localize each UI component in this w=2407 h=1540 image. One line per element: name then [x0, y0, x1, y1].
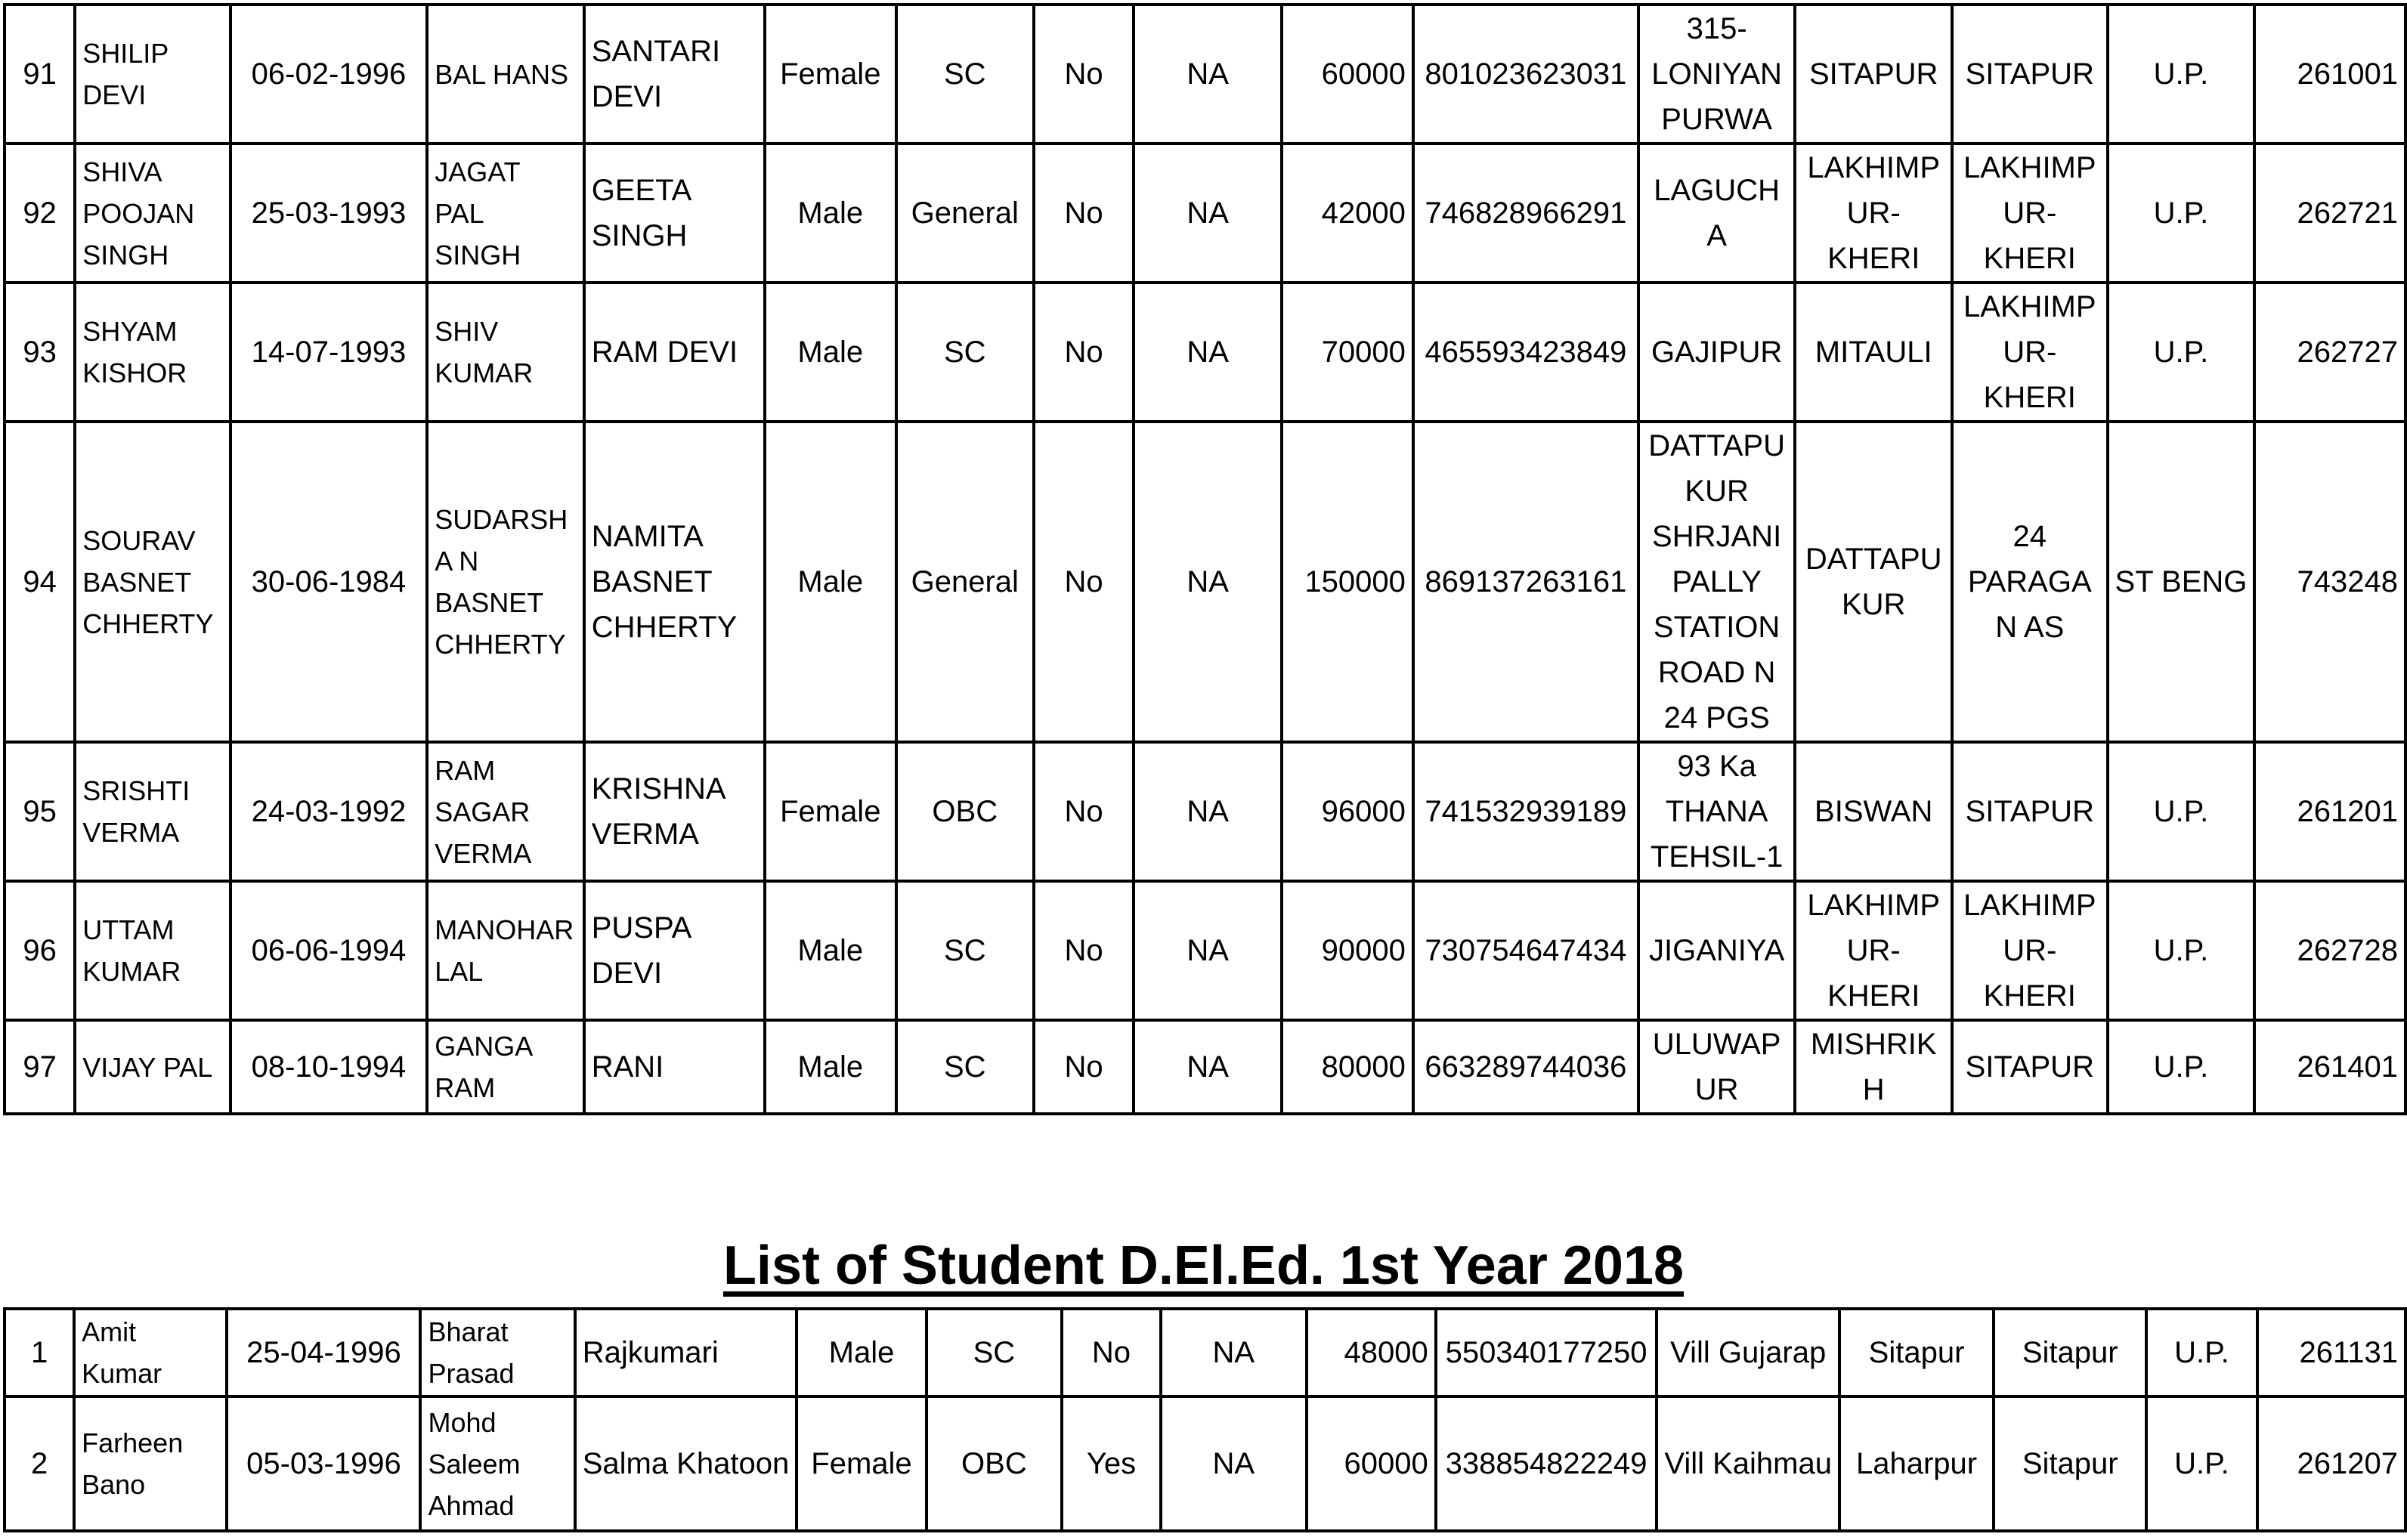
cell-state: U.P.	[2146, 1309, 2257, 1396]
cell-tehsil: BISWAN	[1795, 742, 1952, 881]
cell-na: NA	[1134, 1020, 1282, 1114]
cell-address: Vill Kaihmau	[1657, 1396, 1839, 1531]
cell-mother: SANTARI DEVI	[584, 5, 765, 144]
cell-category: SC	[896, 1020, 1034, 1114]
cell-father: GANGA RAM	[427, 1020, 583, 1114]
table-row	[5, 881, 2405, 1020]
cell-gender: Female	[765, 5, 896, 144]
cell-gender: Male	[765, 881, 896, 1020]
cell-district: SITAPUR	[1952, 742, 2108, 881]
cell-aadhaar: 550340177250	[1436, 1309, 1657, 1396]
cell-name: SOURAV BASNET CHHERTY	[75, 422, 230, 742]
cell-pin: 261131	[2257, 1309, 2405, 1396]
cell-father: Bharat Prasad	[420, 1309, 574, 1396]
cell-pin: 261401	[2254, 1020, 2405, 1114]
cell-flag: No	[1034, 422, 1134, 742]
cell-dob: 05-03-1996	[227, 1396, 420, 1531]
cell-district: 24 PARAGAN AS	[1952, 422, 2108, 742]
cell-sno: 91	[5, 5, 75, 144]
cell-pin: 261201	[2254, 742, 2405, 881]
cell-dob: 30-06-1984	[230, 422, 428, 742]
cell-address: 93 Ka THANA TEHSIL-1	[1638, 742, 1796, 881]
cell-address: Vill Gujarap	[1657, 1309, 1839, 1396]
cell-state: U.P.	[2146, 1396, 2257, 1531]
cell-address: JIGANIYA	[1638, 881, 1796, 1020]
cell-state: U.P.	[2108, 881, 2255, 1020]
cell-aadhaar: 869137263161	[1413, 422, 1638, 742]
cell-gender: Male	[765, 283, 896, 422]
cell-state: U.P.	[2108, 144, 2255, 283]
cell-category: General	[896, 422, 1034, 742]
cell-sno: 93	[5, 283, 75, 422]
cell-tehsil: DATTAPU KUR	[1795, 422, 1952, 742]
cell-aadhaar: 746828966291	[1413, 144, 1638, 283]
cell-district: LAKHIMP UR-KHERI	[1952, 881, 2108, 1020]
cell-gender: Female	[797, 1396, 927, 1531]
cell-mother: PUSPA DEVI	[584, 881, 765, 1020]
cell-gender: Male	[797, 1309, 927, 1396]
cell-address: ULUWAP UR	[1638, 1020, 1796, 1114]
cell-name: SRISHTI VERMA	[75, 742, 230, 881]
cell-flag: No	[1062, 1309, 1161, 1396]
cell-category: OBC	[927, 1396, 1062, 1531]
cell-category: SC	[896, 283, 1034, 422]
table-row	[5, 742, 2405, 881]
cell-mother: RANI	[584, 1020, 765, 1114]
cell-dob: 06-06-1994	[230, 881, 428, 1020]
cell-father: Mohd Saleem Ahmad	[420, 1396, 574, 1531]
cell-state: U.P.	[2108, 5, 2255, 144]
cell-tehsil: MISHRIKH	[1795, 1020, 1952, 1114]
cell-tehsil: MITAULI	[1795, 283, 1952, 422]
cell-father: SUDARSHA N BASNET CHHERTY	[427, 422, 583, 742]
cell-dob: 06-02-1996	[230, 5, 428, 144]
cell-name: SHYAM KISHOR	[75, 283, 230, 422]
cell-flag: Yes	[1062, 1396, 1161, 1531]
cell-district: Sitapur	[1994, 1396, 2146, 1531]
cell-name: Farheen Bano	[74, 1396, 227, 1531]
cell-name: UTTAM KUMAR	[75, 881, 230, 1020]
cell-sno: 2	[5, 1396, 74, 1531]
table-row	[5, 144, 2405, 283]
table-row	[5, 5, 2405, 144]
cell-sno: 1	[5, 1309, 74, 1396]
cell-dob: 25-03-1993	[230, 144, 428, 283]
cell-aadhaar: 741532939189	[1413, 742, 1638, 881]
cell-gender: Male	[765, 1020, 896, 1114]
cell-pin: 262728	[2254, 881, 2405, 1020]
cell-dob: 14-07-1993	[230, 283, 428, 422]
cell-district: SITAPUR	[1952, 1020, 2108, 1114]
cell-mother: NAMITA BASNET CHHERTY	[584, 422, 765, 742]
cell-mother: Rajkumari	[575, 1309, 797, 1396]
cell-tehsil: SITAPUR	[1795, 5, 1952, 144]
cell-pin: 262727	[2254, 283, 2405, 422]
cell-na: NA	[1134, 422, 1282, 742]
cell-aadhaar: 801023623031	[1413, 5, 1638, 144]
cell-na: NA	[1161, 1396, 1307, 1531]
cell-category: SC	[896, 5, 1034, 144]
cell-sno: 95	[5, 742, 75, 881]
cell-income: 60000	[1282, 5, 1413, 144]
cell-address: LAGUCHA	[1638, 144, 1796, 283]
cell-na: NA	[1161, 1309, 1307, 1396]
cell-mother: RAM DEVI	[584, 283, 765, 422]
cell-tehsil: Laharpur	[1839, 1396, 1994, 1531]
cell-state: U.P.	[2108, 1020, 2255, 1114]
cell-mother: GEETA SINGH	[584, 144, 765, 283]
cell-na: NA	[1134, 283, 1282, 422]
cell-name: SHILIP DEVI	[75, 5, 230, 144]
cell-income: 150000	[1282, 422, 1413, 742]
cell-na: NA	[1134, 5, 1282, 144]
cell-income: 60000	[1307, 1396, 1436, 1531]
cell-name: Amit Kumar	[74, 1309, 227, 1396]
table-row	[5, 1396, 2405, 1531]
cell-state: U.P.	[2108, 283, 2255, 422]
cell-pin: 262721	[2254, 144, 2405, 283]
cell-category: SC	[896, 881, 1034, 1020]
cell-father: BAL HANS	[427, 5, 583, 144]
table-row	[5, 1309, 2405, 1396]
student-table-2018	[3, 1307, 2407, 1532]
cell-category: OBC	[896, 742, 1034, 881]
cell-tehsil: LAKHIMP UR-KHERI	[1795, 881, 1952, 1020]
cell-category: General	[896, 144, 1034, 283]
cell-address: DATTAPU KUR SHRJANI PALLY STATION ROAD N 24 PGS	[1638, 422, 1796, 742]
table-row	[5, 422, 2405, 742]
cell-name: SHIVA POOJAN SINGH	[75, 144, 230, 283]
cell-sno: 97	[5, 1020, 75, 1114]
cell-father: JAGAT PAL SINGH	[427, 144, 583, 283]
cell-flag: No	[1034, 881, 1134, 1020]
cell-father: SHIV KUMAR	[427, 283, 583, 422]
cell-na: NA	[1134, 742, 1282, 881]
cell-flag: No	[1034, 283, 1134, 422]
table-row	[5, 1020, 2405, 1114]
cell-income: 90000	[1282, 881, 1413, 1020]
cell-income: 70000	[1282, 283, 1413, 422]
cell-district: SITAPUR	[1952, 5, 2108, 144]
cell-pin: 743248	[2254, 422, 2405, 742]
section-title: List of Student D.El.Ed. 1st Year 2018	[722, 1235, 1685, 1296]
cell-dob: 08-10-1994	[230, 1020, 428, 1114]
cell-aadhaar: 338854822249	[1436, 1396, 1657, 1531]
cell-income: 42000	[1282, 144, 1413, 283]
cell-sno: 96	[5, 881, 75, 1020]
cell-aadhaar: 465593423849	[1413, 283, 1638, 422]
cell-father: RAM SAGAR VERMA	[427, 742, 583, 881]
cell-sno: 94	[5, 422, 75, 742]
cell-district: LAKHIMP UR-KHERI	[1952, 283, 2108, 422]
cell-tehsil: Sitapur	[1839, 1309, 1994, 1396]
table-row	[5, 283, 2405, 422]
cell-district: Sitapur	[1994, 1309, 2146, 1396]
cell-father: MANOHAR LAL	[427, 881, 583, 1020]
cell-income: 48000	[1307, 1309, 1436, 1396]
cell-category: SC	[927, 1309, 1062, 1396]
cell-dob: 25-04-1996	[227, 1309, 420, 1396]
student-table-continued	[3, 3, 2407, 1115]
cell-income: 80000	[1282, 1020, 1413, 1114]
cell-district: LAKHIMP UR-KHERI	[1952, 144, 2108, 283]
cell-flag: No	[1034, 742, 1134, 881]
cell-dob: 24-03-1992	[230, 742, 428, 881]
cell-gender: Female	[765, 742, 896, 881]
cell-tehsil: LAKHIMP UR-KHERI	[1795, 144, 1952, 283]
cell-na: NA	[1134, 144, 1282, 283]
cell-mother: KRISHNA VERMA	[584, 742, 765, 881]
cell-gender: Male	[765, 144, 896, 283]
cell-pin: 261001	[2254, 5, 2405, 144]
cell-address: GAJIPUR	[1638, 283, 1796, 422]
cell-state: ST BENG	[2108, 422, 2255, 742]
cell-gender: Male	[765, 422, 896, 742]
cell-pin: 261207	[2257, 1396, 2405, 1531]
cell-flag: No	[1034, 1020, 1134, 1114]
cell-flag: No	[1034, 144, 1134, 283]
cell-aadhaar: 730754647434	[1413, 881, 1638, 1020]
cell-name: VIJAY PAL	[75, 1020, 230, 1114]
cell-na: NA	[1134, 881, 1282, 1020]
cell-state: U.P.	[2108, 742, 2255, 881]
cell-flag: No	[1034, 5, 1134, 144]
cell-sno: 92	[5, 144, 75, 283]
cell-aadhaar: 663289744036	[1413, 1020, 1638, 1114]
cell-income: 96000	[1282, 742, 1413, 881]
cell-address: 315- LONIYAN PURWA	[1638, 5, 1796, 144]
cell-mother: Salma Khatoon	[575, 1396, 797, 1531]
